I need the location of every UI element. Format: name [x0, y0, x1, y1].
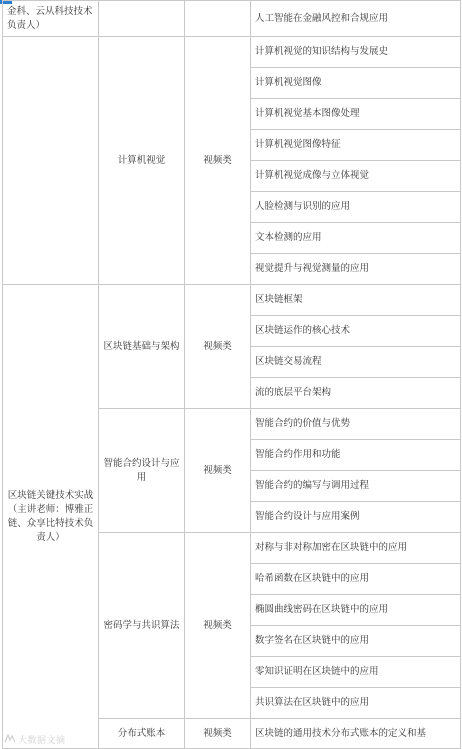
topic-cell: 零知识证明在区块链中的应用 [251, 657, 461, 688]
topic-cell: 哈希函数在区块链中的应用 [251, 564, 461, 595]
topic-cell: 智能合约的编写与调用过程 [251, 471, 461, 502]
topic-cell: 流的底层平台架构 [251, 378, 461, 409]
type-cell: 视频类 [185, 409, 251, 533]
type-cell [185, 1, 251, 37]
course-cell: 区块链关键技术实战（主讲老师：博雅正链、众享比特技术负责人） [3, 285, 99, 749]
module-cell: 计算机视觉 [99, 37, 185, 285]
topic-cell: 区块链交易流程 [251, 347, 461, 378]
topic-cell: 计算机视觉图像 [251, 68, 461, 99]
type-cell: 视频类 [185, 533, 251, 719]
topic-cell: 智能合约设计与应用案例 [251, 502, 461, 533]
topic-cell: 数字签名在区块链中的应用 [251, 626, 461, 657]
type-cell: 视频类 [185, 285, 251, 409]
table-row [3, 1, 461, 37]
course-cell: 金科、云从科技技术负责人） [3, 1, 99, 37]
topic-cell: 共识算法在区块链中的应用 [251, 688, 461, 719]
topic-cell: 对称与非对称加密在区块链中的应用 [251, 533, 461, 564]
topic-cell: 计算机视觉基本图像处理 [251, 99, 461, 130]
topic-cell: 计算机视觉成像与立体视觉 [251, 161, 461, 192]
topic-cell: 计算机视觉图像特征 [251, 130, 461, 161]
watermark-logo-icon [4, 733, 16, 745]
curriculum-table [2, 0, 461, 749]
topic-cell: 椭圆曲线密码在区块链中的应用 [251, 595, 461, 626]
module-cell: 区块链基础与架构 [99, 285, 185, 409]
type-cell: 视频类 [185, 37, 251, 285]
topic-cell: 文本检测的应用 [251, 223, 461, 254]
watermark-text: 大数据文摘 [18, 735, 66, 746]
module-cell: 密码学与共识算法 [99, 533, 185, 719]
table-row [3, 37, 461, 68]
topic-cell: 人工智能在金融风控和合规应用 [251, 1, 461, 37]
module-cell [99, 1, 185, 37]
topic-cell: 区块链的通用技术分布式账本的定义和基 [251, 719, 461, 749]
module-cell: 分布式账本 [99, 719, 185, 749]
topic-cell: 区块链运作的核心技术 [251, 316, 461, 347]
module-cell: 智能合约设计与应用 [99, 409, 185, 533]
table-row [3, 285, 461, 316]
topic-cell: 人脸检测与识别的应用 [251, 192, 461, 223]
topic-cell: 智能合约的价值与优势 [251, 409, 461, 440]
watermark [4, 731, 66, 747]
topic-cell: 视觉提升与视觉测量的应用 [251, 254, 461, 285]
topic-cell: 计算机视觉的知识结构与发展史 [251, 37, 461, 68]
type-cell: 视频类 [185, 719, 251, 749]
course-cell-empty [3, 37, 99, 285]
topic-cell: 智能合约作用和功能 [251, 440, 461, 471]
topic-cell: 区块链框架 [251, 285, 461, 316]
